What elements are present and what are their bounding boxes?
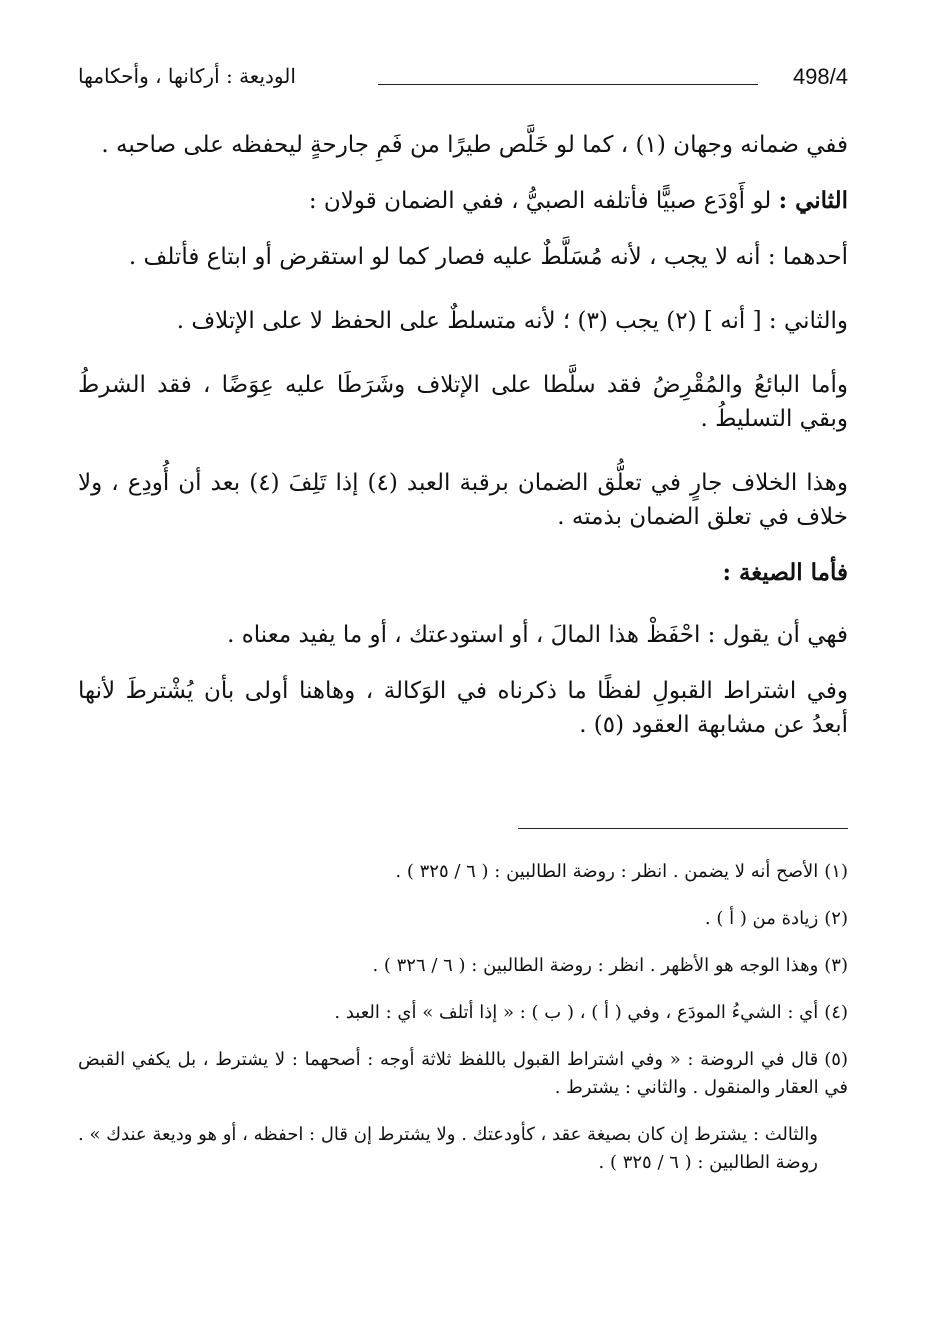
footnote-4 xyxy=(78,999,848,1027)
footnotes xyxy=(78,858,848,1196)
header-rule xyxy=(378,84,758,85)
footnote-5-continued xyxy=(78,1121,848,1177)
paragraph-1: ففي ضمانه وجهان (١) ، كما لو خَلَّص طيرًا من فَمِ جارحةٍ ليحفظه على صاحبه . xyxy=(101,132,848,158)
footnote-text: أي : الشيءُ المودَع ، وفي ( أ ) ، ( ب ) : « إذا أتلف » أي : العبد . xyxy=(334,1002,819,1023)
footnote-text: قال في الروضة : « وفي اشتراط القبول باللفظ ثلاثة أوجه : أصحهما : لا يشترط ، بل يكفي القبض في العقار والمنقول . والثاني : يشترط . xyxy=(78,1049,848,1098)
footnote-3 xyxy=(78,952,848,980)
paragraph-2-text: لو أَوْدَع صبيًّا فأتلفه الصبيُّ ، ففي الضمان قولان : xyxy=(308,188,779,214)
footnote-1 xyxy=(78,858,848,886)
paragraph-7: فهي أن يقول : احْفَظْ هذا المالَ ، أو استودعتك ، أو ما يفيد معناه . xyxy=(227,622,848,648)
main-text xyxy=(78,128,848,772)
footnote-text: والثالث : يشترط إن كان بصيغة عقد ، كأودعتك . ولا يشترط إن قال : احفظه ، أو هو وديعة عندك » . روضة الطالبين : ( ٦ / ٣٢٥ ) . xyxy=(78,1124,818,1173)
page-header xyxy=(78,64,848,96)
footnote-separator xyxy=(518,828,848,829)
footnote-number: (٥) xyxy=(824,1049,848,1070)
paragraph-2-lead: الثاني : xyxy=(778,187,848,214)
paragraph-8: وفي اشتراط القبولِ لفظًا ما ذكرناه في الوَكالة ، وهاهنا أولى بأن يُشْترطَ لأنها أبعدُ عن مشابهة العقود (٥) . xyxy=(78,678,848,738)
section-heading: فأما الصيغة : xyxy=(722,559,848,586)
paragraph-4: والثاني : [ أنه ] (٢) يجب (٣) ؛ لأنه متسلطٌ على الحفظ لا على الإتلاف . xyxy=(176,308,848,334)
footnote-number: (١) xyxy=(824,861,848,882)
paragraph-3: أحدهما : أنه لا يجب ، لأنه مُسَلَّطٌ عليه فصار كما لو استقرض أو ابتاع فأتلف . xyxy=(128,244,848,270)
page-number: 498/4 xyxy=(792,64,848,89)
paragraph-2 xyxy=(78,184,848,218)
footnote-text: زيادة من ( أ ) . xyxy=(704,908,819,929)
paragraph-5: وأما البائعُ والمُقْرِضُ فقد سلَّطا على الإتلاف وشَرَطَا عليه عِوَضًا ، فقد الشرطُ وبقي التسليطُ . xyxy=(78,372,848,432)
footnote-2 xyxy=(78,905,848,933)
footnote-number: (٣) xyxy=(824,955,848,976)
running-title: الوديعة : أركانها ، وأحكامها xyxy=(78,64,296,88)
footnote-5 xyxy=(78,1046,848,1102)
footnote-number: (٢) xyxy=(824,908,848,929)
footnote-text: وهذا الوجه هو الأظهر . انظر : روضة الطالبين : ( ٦ / ٣٢٦ ) . xyxy=(372,955,819,976)
paragraph-6: وهذا الخلاف جارٍ في تعلُّق الضمان برقبة العبد (٤) إذا تَلِفَ (٤) بعد أن أُودِع ، ولا خلاف في تعلق الضمان بذمته . xyxy=(78,470,848,530)
footnote-number: (٤) xyxy=(824,1002,848,1023)
footnote-text: الأصح أنه لا يضمن . انظر : روضة الطالبين : ( ٦ / ٣٢٥ ) . xyxy=(395,861,819,882)
